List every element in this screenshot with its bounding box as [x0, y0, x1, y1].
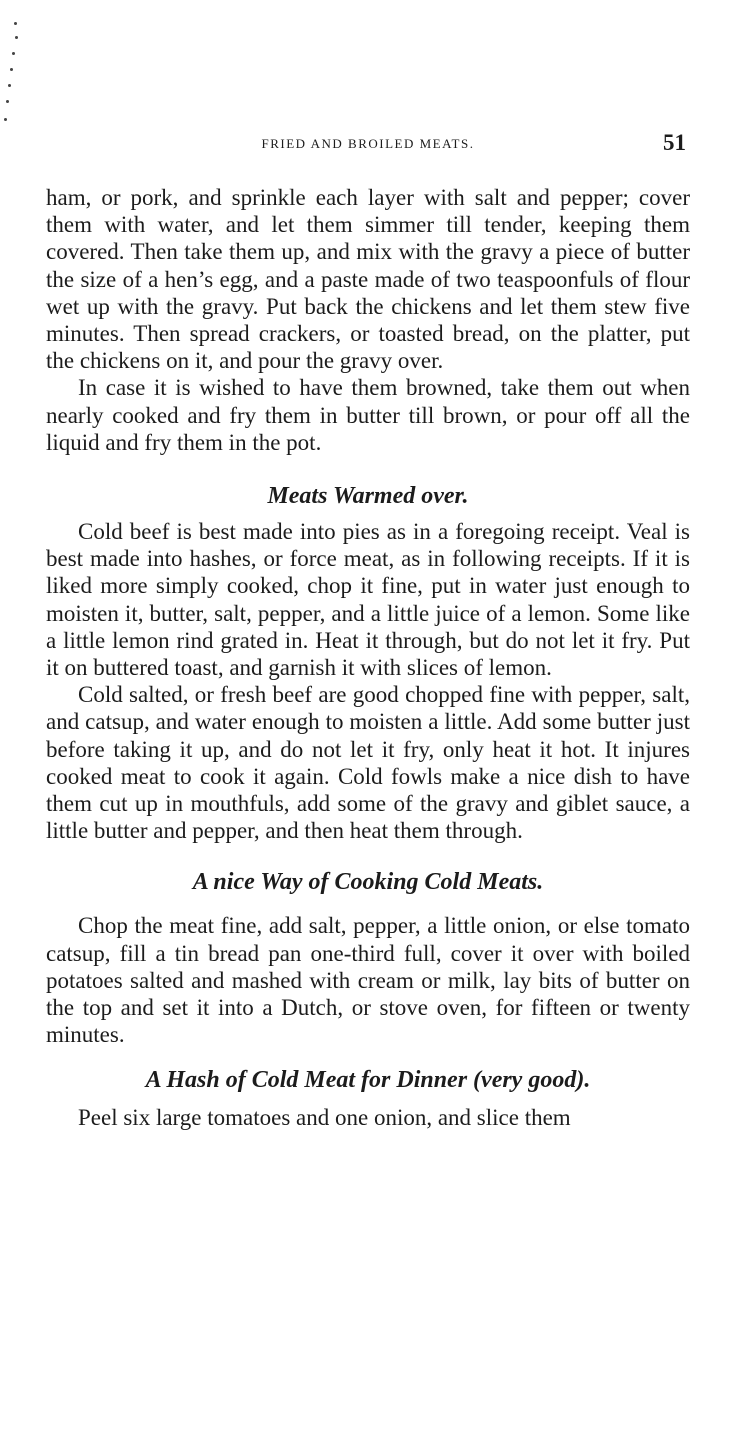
section-title-meats-warmed-over: Meats Warmed over.: [267, 483, 469, 510]
paragraph-chop-meat: Chop the meat fine, add salt, pepper, a little onion, or else tomato catsup, fill a tin bread pan one-third full, cover it over with boiled potatoes salted and mashed with cream or milk, lay bits of butter on the top and set it into a Dutch, or stove oven, for fifteen or twenty minutes.: [46, 913, 690, 1048]
paragraph-peel-tomatoes: Peel six large tomatoes and one onion, and slice them: [78, 1105, 571, 1131]
page-number: 51: [663, 130, 686, 155]
paragraph-continued: ham, or pork, and sprinkle each layer with salt and pepper; cover them with water, and let them simmer till tender, keeping them covered. Then take them up, and mix with the gravy a piece of butter the size of a hen’s egg, and a paste made of two teaspoonfuls of flour wet up with the gravy. Put back the chickens and let them stew five minutes. Then spread crackers, or toasted bread, on the platter, put the chickens on it, and pour the gravy over.: [46, 185, 690, 374]
paragraph-cold-salted: Cold salted, or fresh beef are good chopped fine with pepper, salt, and catsup, and water enough to moisten a little. Add some butter just before taking it up, and do not let it fry, only heat it hot. It injures cooked meat to cook it again. Cold fowls make a nice dish to have them cut up in mouthfuls, add some of the gravy and giblet sauce, a little butter and pepper, and then heat them through.: [46, 682, 690, 844]
section-title-nice-way: A nice Way of Cooking Cold Meats.: [192, 869, 544, 896]
page-header: [46, 132, 690, 158]
margin-specks: [2, 22, 22, 132]
paragraph-cold-beef: Cold beef is best made into pies as in a foregoing receipt. Veal is best made into hashes, or force meat, as in following receipts. If it is liked more simply cooked, chop it fine, put in water just enough to moisten it, butter, salt, pepper, and a little juice of a lemon. Some like a little lemon rind grated in. Heat it through, but do not let it fry. Put it on buttered toast, and garnish it with slices of lemon.: [46, 519, 690, 681]
paragraph-browned: In case it is wished to have them browned, take them out when nearly cooked and fry them in butter till brown, or pour off all the liquid and fry them in the pot.: [46, 375, 690, 455]
section-title-hash: A Hash of Cold Meat for Dinner (very good).: [145, 1067, 591, 1094]
page-body: [46, 184, 690, 1132]
running-head: FRIED AND BROILED MEATS.: [261, 136, 475, 151]
